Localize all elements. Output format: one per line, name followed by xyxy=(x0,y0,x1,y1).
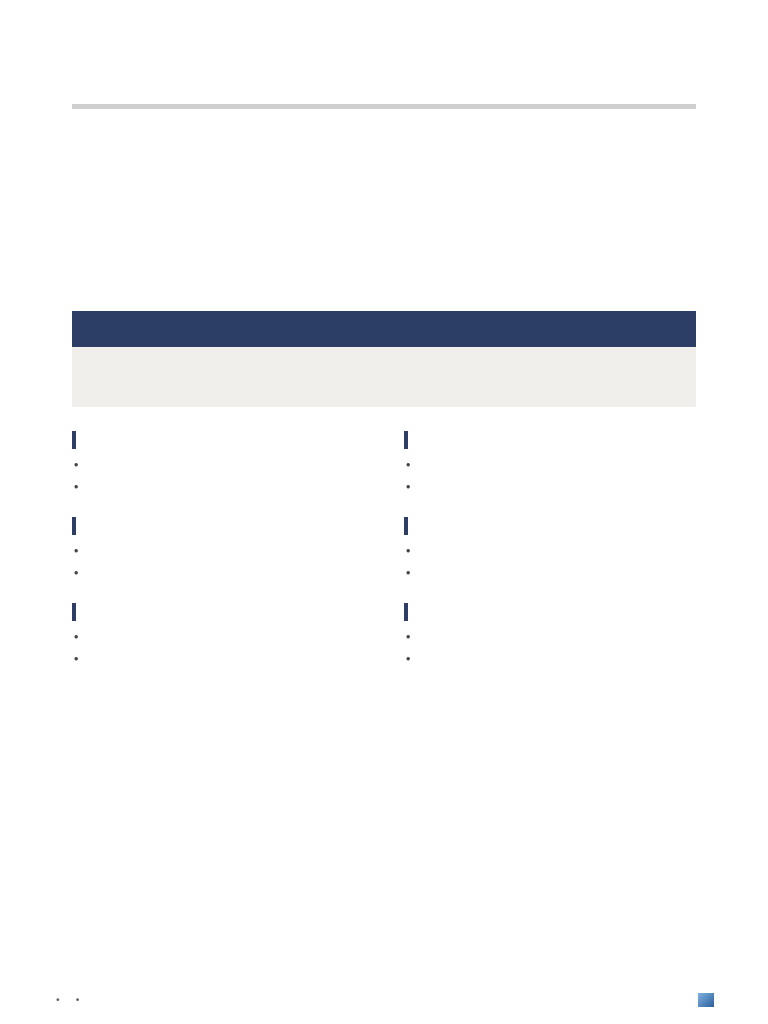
checklist-block xyxy=(72,431,364,495)
intro xyxy=(72,123,696,289)
page-title xyxy=(72,56,696,94)
block-list xyxy=(404,629,696,667)
left-column xyxy=(72,431,364,689)
block-heading xyxy=(72,517,364,535)
list-item xyxy=(72,651,364,667)
block-heading xyxy=(404,431,696,449)
list-item xyxy=(72,629,364,645)
block-heading xyxy=(404,517,696,535)
list-item xyxy=(404,629,696,645)
block-list xyxy=(72,543,364,581)
title-rule xyxy=(72,104,696,109)
section-note xyxy=(72,347,696,407)
list-item xyxy=(72,479,364,495)
section-title xyxy=(72,311,696,347)
block-list xyxy=(72,457,364,495)
block-list xyxy=(404,543,696,581)
block-list xyxy=(404,457,696,495)
list-item xyxy=(72,565,364,581)
list-item xyxy=(404,457,696,473)
checklist-block xyxy=(404,517,696,581)
right-column xyxy=(404,431,696,689)
block-list xyxy=(72,629,364,667)
footer-separator: • xyxy=(75,994,80,1006)
list-item xyxy=(72,457,364,473)
checklist-page xyxy=(72,56,696,689)
checklist-block xyxy=(404,431,696,495)
logo-mark-icon xyxy=(698,993,714,1007)
block-heading xyxy=(404,603,696,621)
block-heading xyxy=(72,603,364,621)
list-item xyxy=(404,651,696,667)
list-item xyxy=(404,565,696,581)
checklist-block xyxy=(72,517,364,581)
list-item xyxy=(404,543,696,559)
intro-paragraph xyxy=(72,213,696,289)
footer xyxy=(48,990,720,1010)
checklist-columns xyxy=(72,431,696,689)
list-item xyxy=(404,479,696,495)
footer-separator: • xyxy=(56,994,60,1006)
logo xyxy=(698,993,720,1007)
checklist-block xyxy=(72,603,364,667)
checklist-block xyxy=(404,603,696,667)
intro-paragraph xyxy=(72,123,696,199)
list-item xyxy=(72,543,364,559)
block-heading xyxy=(72,431,364,449)
